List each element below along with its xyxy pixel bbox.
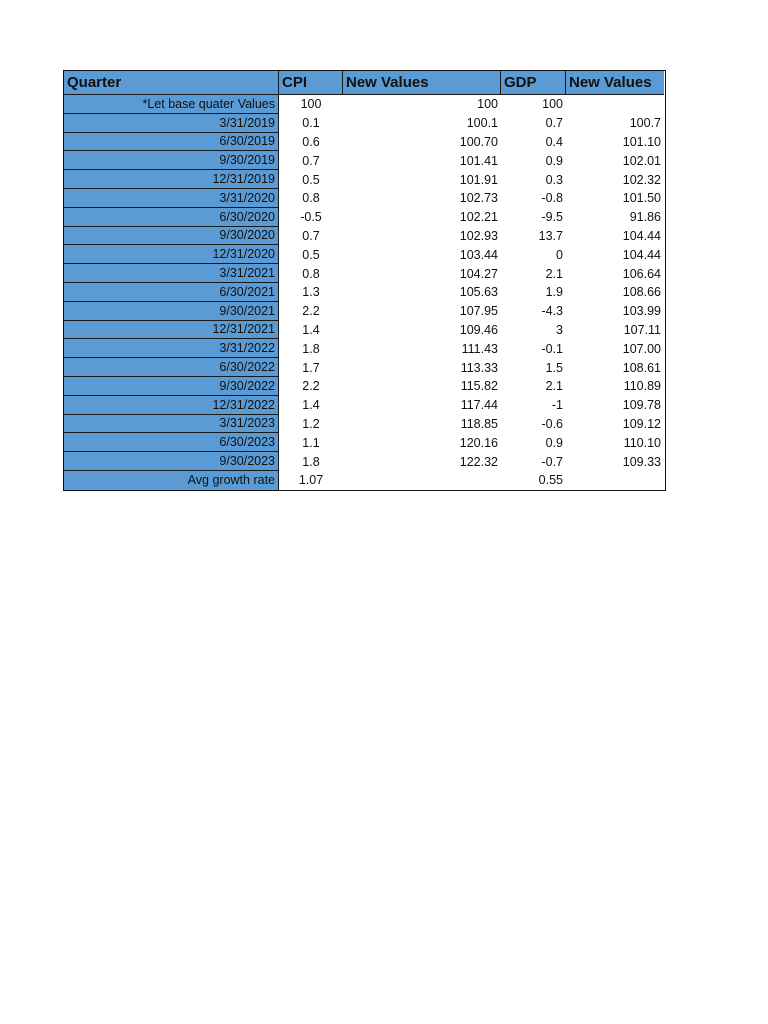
quarter-cell[interactable]: 9/30/2021 <box>64 302 279 321</box>
cpi-cell[interactable]: 1.4 <box>302 322 320 337</box>
gdp-new-value-cell[interactable]: 110.10 <box>623 435 661 450</box>
cpi-cell[interactable]: 100 <box>300 97 322 112</box>
gdp-new-value-cell[interactable]: 102.32 <box>622 172 661 187</box>
table-row <box>64 339 665 358</box>
quarter-cell[interactable]: 3/31/2019 <box>64 114 279 133</box>
cpi-new-value-cell[interactable]: 113.33 <box>460 360 498 375</box>
header-gdp[interactable]: GDP <box>501 71 566 95</box>
table-row <box>64 302 665 321</box>
header-cpi[interactable]: CPI <box>279 71 343 95</box>
quarter-cell[interactable]: 3/31/2021 <box>64 264 279 283</box>
cpi-cell[interactable]: 1.07 <box>298 473 324 488</box>
cpi-cell[interactable]: 1.8 <box>302 341 320 356</box>
cpi-cell[interactable]: 0.1 <box>302 116 320 131</box>
cpi-cell[interactable]: 0.5 <box>302 247 320 262</box>
table-row <box>64 133 665 152</box>
cpi-cell[interactable]: 2.2 <box>302 379 320 394</box>
cpi-cell[interactable]: 2.2 <box>302 304 320 319</box>
cpi-cell[interactable]: 1.3 <box>302 285 320 300</box>
cpi-new-value-cell[interactable]: 109.46 <box>459 322 498 337</box>
gdp-cell[interactable]: -9.5 <box>541 210 563 225</box>
cpi-new-value-cell[interactable]: 105.63 <box>459 285 498 300</box>
gdp-new-value-cell[interactable]: 104.44 <box>622 228 661 243</box>
cpi-new-value-cell[interactable]: 102.93 <box>459 228 498 243</box>
quarter-cell[interactable]: 9/30/2023 <box>64 452 279 471</box>
quarter-cell[interactable]: 9/30/2020 <box>64 227 279 246</box>
gdp-cell[interactable]: 0.7 <box>545 116 563 131</box>
gdp-new-value-cell[interactable]: 104.44 <box>622 247 661 262</box>
cpi-cell[interactable]: 1.4 <box>302 398 320 413</box>
quarter-cell[interactable]: 6/30/2019 <box>64 133 279 152</box>
table-row <box>64 433 665 452</box>
gdp-cell[interactable]: 1.9 <box>545 285 563 300</box>
gdp-new-value-cell[interactable]: 107.00 <box>622 341 661 356</box>
cpi-new-value-cell[interactable] <box>343 471 501 490</box>
cpi-cell[interactable]: 1.1 <box>302 435 320 450</box>
quarter-cell[interactable]: 9/30/2022 <box>64 377 279 396</box>
cpi-new-value-cell[interactable]: 102.21 <box>459 210 498 225</box>
gdp-cell[interactable]: 2.1 <box>545 266 563 281</box>
table-row <box>64 377 665 396</box>
gdp-cell[interactable]: 0.4 <box>545 134 563 149</box>
quarter-cell[interactable]: 6/30/2023 <box>64 433 279 452</box>
quarter-cell[interactable]: 3/31/2023 <box>64 415 279 434</box>
gdp-new-value-cell[interactable]: 109.78 <box>622 398 661 413</box>
table-row <box>64 208 665 227</box>
quarter-cell[interactable]: 6/30/2021 <box>64 283 279 302</box>
gdp-cell[interactable]: 1.5 <box>545 360 563 375</box>
gdp-new-value-cell[interactable] <box>566 95 664 114</box>
gdp-cell[interactable]: 0.55 <box>538 473 563 488</box>
table-row <box>64 151 665 170</box>
gdp-new-value-cell[interactable]: 106.64 <box>622 266 661 281</box>
table-row <box>64 114 665 133</box>
quarter-cell[interactable]: Avg growth rate <box>64 471 279 490</box>
gdp-cell[interactable]: 100 <box>542 97 563 112</box>
table-row <box>64 321 665 340</box>
table-row <box>64 415 665 434</box>
cpi-cell[interactable]: 0.7 <box>302 153 320 168</box>
cpi-cell[interactable]: 1.7 <box>302 360 320 375</box>
quarter-cell[interactable]: 3/31/2020 <box>64 189 279 208</box>
cpi-cell[interactable]: 1.8 <box>302 454 320 469</box>
table-row <box>64 396 665 415</box>
gdp-new-value-cell[interactable]: 101.50 <box>622 191 661 206</box>
quarter-cell[interactable]: *Let base quater Values <box>64 95 279 114</box>
header-quarter[interactable]: Quarter <box>64 71 279 95</box>
cpi-cell[interactable]: 0.5 <box>302 172 320 187</box>
gdp-new-value-cell[interactable]: 101.10 <box>622 134 661 149</box>
gdp-new-value-cell[interactable]: 109.33 <box>622 454 661 469</box>
table-row <box>64 170 665 189</box>
cpi-new-value-cell[interactable]: 104.27 <box>459 266 498 281</box>
gdp-cell[interactable]: 0.3 <box>545 172 563 187</box>
gdp-cell[interactable]: 0.9 <box>545 435 563 450</box>
gdp-new-value-cell[interactable]: 108.61 <box>622 360 661 375</box>
gdp-new-value-cell[interactable]: 107.11 <box>623 322 661 337</box>
cpi-cell[interactable]: 0.8 <box>302 191 320 206</box>
table-body <box>64 95 665 490</box>
cpi-cell[interactable]: 0.8 <box>302 266 320 281</box>
cpi-new-value-cell[interactable]: 100 <box>477 97 498 112</box>
cpi-new-value-cell[interactable]: 117.44 <box>460 398 498 413</box>
gdp-cell[interactable]: -0.8 <box>541 191 563 206</box>
cpi-cell[interactable]: -0.5 <box>300 210 322 225</box>
cpi-new-value-cell[interactable]: 120.16 <box>459 435 498 450</box>
cpi-new-value-cell[interactable]: 107.95 <box>459 304 498 319</box>
quarter-cell[interactable]: 6/30/2020 <box>64 208 279 227</box>
cpi-new-value-cell[interactable]: 100.70 <box>459 134 498 149</box>
table-row <box>64 358 665 377</box>
cpi-new-value-cell[interactable]: 102.73 <box>459 191 498 206</box>
cpi-new-value-cell[interactable]: 101.41 <box>459 153 498 168</box>
gdp-new-value-cell[interactable]: 108.66 <box>622 285 661 300</box>
table-row <box>64 245 665 264</box>
quarter-cell[interactable]: 12/31/2020 <box>64 245 279 264</box>
cpi-cell[interactable]: 1.2 <box>302 416 320 431</box>
header-cpi-new-values[interactable]: New Values <box>343 71 501 95</box>
quarter-cell[interactable]: 3/31/2022 <box>64 339 279 358</box>
cpi-new-value-cell[interactable]: 101.91 <box>459 172 498 187</box>
gdp-cell[interactable]: -0.6 <box>541 416 563 431</box>
cpi-new-value-cell[interactable]: 122.32 <box>459 454 498 469</box>
table-header-row <box>64 71 665 95</box>
table-row <box>64 471 665 490</box>
gdp-cell[interactable]: -0.7 <box>541 454 563 469</box>
gdp-new-value-cell[interactable]: 109.12 <box>622 416 661 431</box>
cpi-new-value-cell[interactable]: 100.1 <box>466 116 498 131</box>
cpi-cell[interactable]: 0.7 <box>302 228 320 243</box>
table-row <box>64 264 665 283</box>
cpi-new-value-cell[interactable]: 115.82 <box>460 379 498 394</box>
gdp-cell[interactable]: 3 <box>556 322 563 337</box>
table-row <box>64 227 665 246</box>
gdp-new-value-cell[interactable] <box>566 471 664 490</box>
gdp-cell[interactable]: 0.9 <box>545 153 563 168</box>
cpi-new-value-cell[interactable]: 111.43 <box>461 341 498 356</box>
gdp-cell[interactable]: -4.3 <box>541 304 563 319</box>
table-row <box>64 189 665 208</box>
gdp-new-value-cell[interactable]: 91.86 <box>629 210 661 225</box>
table-row <box>64 95 665 114</box>
gdp-new-value-cell[interactable]: 102.01 <box>622 153 661 168</box>
gdp-new-value-cell[interactable]: 103.99 <box>622 304 661 319</box>
table-row <box>64 452 665 471</box>
gdp-cell[interactable]: -0.1 <box>541 341 563 356</box>
quarter-cell[interactable]: 12/31/2019 <box>64 170 279 189</box>
gdp-cell[interactable]: 13.7 <box>538 228 563 243</box>
gdp-new-value-cell[interactable]: 100.7 <box>629 116 661 131</box>
table-row <box>64 283 665 302</box>
cpi-new-value-cell[interactable]: 118.85 <box>460 416 498 431</box>
quarter-cell[interactable]: 12/31/2021 <box>64 321 279 340</box>
spreadsheet-table <box>63 70 666 491</box>
gdp-cell[interactable]: 0 <box>556 247 563 262</box>
header-gdp-new-values[interactable]: New Values <box>566 71 664 95</box>
quarter-cell[interactable]: 9/30/2019 <box>64 151 279 170</box>
gdp-cell[interactable]: -1 <box>551 398 563 413</box>
cpi-new-value-cell[interactable]: 103.44 <box>459 247 498 262</box>
quarter-cell[interactable]: 12/31/2022 <box>64 396 279 415</box>
gdp-new-value-cell[interactable]: 110.89 <box>623 379 661 394</box>
gdp-cell[interactable]: 2.1 <box>545 379 563 394</box>
quarter-cell[interactable]: 6/30/2022 <box>64 358 279 377</box>
cpi-cell[interactable]: 0.6 <box>302 134 320 149</box>
